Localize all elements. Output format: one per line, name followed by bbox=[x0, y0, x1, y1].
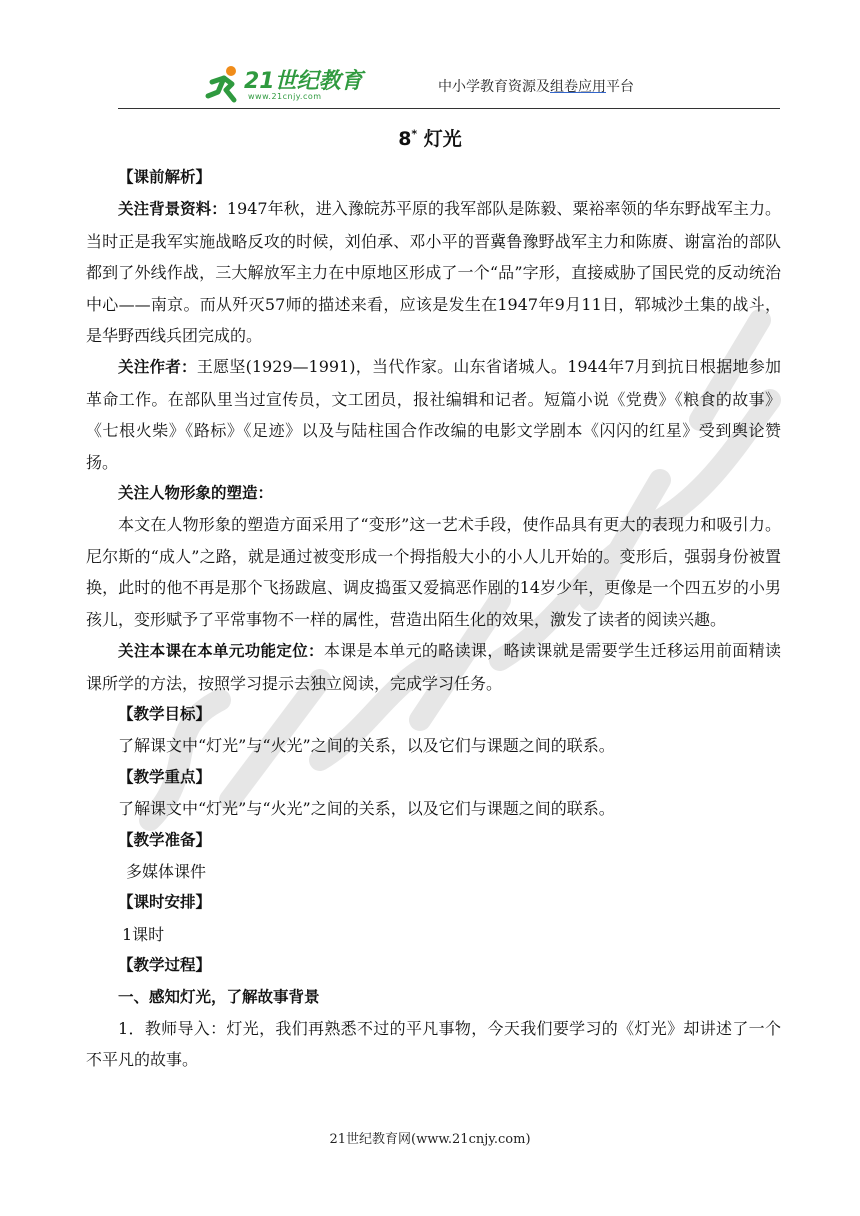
character-paragraph: 本文在人物形象的塑造方面采用了“变形”这一艺术手段，使作品具有更大的表现力和吸引力。尼尔斯的“成人”之路，就是通过被变形成一个拇指般大小的小人儿开始的。变形后，强弱身份被置换，此时的他不再是那个飞扬跋扈、调皮捣蛋又爱搞恶作剧的14岁少年，更像是一个四五岁的小男孩儿，变形赋予了平常事物不一样的属性，营造出陌生化的效果，激发了读者的阅读兴趣。 bbox=[86, 515, 781, 629]
prep-heading: 【教学准备】 bbox=[118, 830, 212, 849]
logo-url: www.21cnjy.com bbox=[248, 92, 322, 101]
prep-text: 多媒体课件 bbox=[126, 861, 207, 881]
page-title: 8* 灯光 bbox=[398, 127, 462, 150]
logo bbox=[204, 64, 464, 106]
page-footer: 21世纪教育网(www.21cnjy.com) bbox=[329, 1132, 531, 1147]
section-heading: 【课前解析】 bbox=[118, 168, 212, 186]
logo-text: 21世纪教育 bbox=[244, 69, 363, 94]
focus-heading: 【教学重点】 bbox=[118, 767, 212, 786]
goal-text: 了解课文中“灯光”与“火光”之间的关系，以及它们与课题之间的联系。 bbox=[118, 736, 615, 756]
document-body bbox=[86, 162, 781, 1076]
focus-text: 了解课文中“灯光”与“火光”之间的关系，以及它们与课题之间的联系。 bbox=[118, 799, 615, 819]
time-heading: 【课时安排】 bbox=[118, 893, 212, 912]
step1-heading: 一、感知灯光，了解故事背景 bbox=[118, 987, 320, 1006]
function-paragraph: 关注本课在本单元功能定位：本课是本单元的略读课，略读课就是需要学生迁移运用前面精读课所学的方法，按照学习提示去独立阅读，完成学习任务。 bbox=[86, 641, 781, 693]
goal-heading: 【教学目标】 bbox=[118, 704, 212, 723]
process-heading: 【教学过程】 bbox=[118, 956, 212, 975]
author-paragraph: 关注作者：王愿坚(1929—1991)，当代作家。山东省诸城人。1944年7月到抗日根据地参加革命工作。在部队里当过宣传员，文工团员，报社编辑和记者。短篇小说《党费》《粮食的故事》《七根火柴》《路标》《足迹》以及与陆柱国合作改编的电影文学剧本《闪闪的红星》受到舆论赞扬。 bbox=[86, 357, 781, 472]
time-text: 1课时 bbox=[122, 924, 165, 944]
runner-logo-icon bbox=[204, 64, 244, 104]
page-header bbox=[118, 58, 780, 109]
platform-name: 中小学教育资源及组卷应用平台 bbox=[438, 79, 634, 95]
step1-text: 1．教师导入：灯光，我们再熟悉不过的平凡事物，今天我们要学习的《灯光》却讲述了一个不平凡的故事。 bbox=[86, 1018, 781, 1070]
character-heading: 关注人物形象的塑造： bbox=[118, 484, 274, 503]
background-paragraph: 关注背景资料：1947年秋，进入豫皖苏平原的我军部队是陈毅、粟裕率领的华东野战军主力。当时正是我军实施战略反攻的时候，刘伯承、邓小平的晋冀鲁豫野战军主力和陈赓、谢富治的部队都到了外线作战，三大解放军主力在中原地区形成了一个“品”字形，直接威胁了国民党的反动统治中心——南京。而从歼灭57师的描述来看，应该是发生在1947年9月11日，郓城沙土集的战斗，是华野西线兵团完成的。 bbox=[86, 199, 781, 346]
